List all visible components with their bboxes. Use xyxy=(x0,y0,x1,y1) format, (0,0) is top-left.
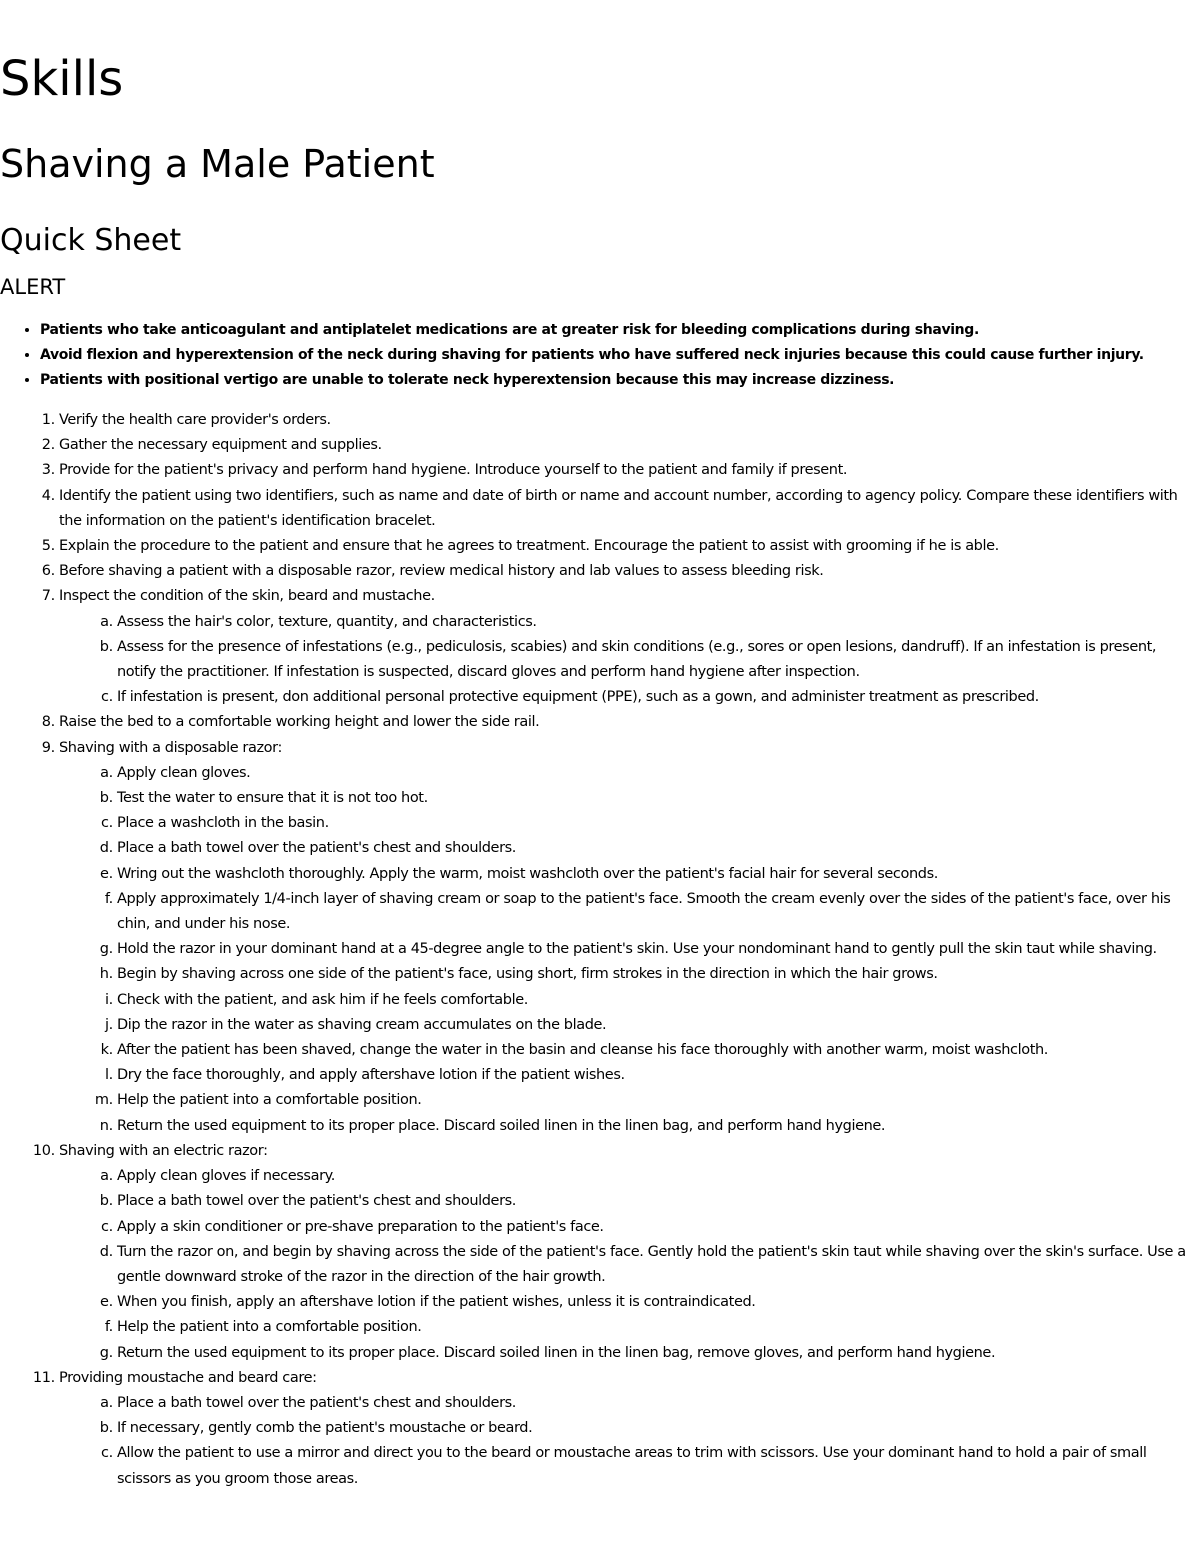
step-text: Explain the procedure to the patient and ensure that he agrees to treatment. Encourage the patient to assist with grooming if he is able. xyxy=(59,538,999,555)
sub-step: e. Wring out the washcloth thoroughly. Apply the warm, moist washcloth over the patient's facial hair for several seconds. xyxy=(117,862,1196,887)
sub-step: m. Help the patient into a comfortable position. xyxy=(117,1088,1196,1113)
procedure-step xyxy=(59,584,1196,710)
sub-step: d. Turn the razor on, and begin by shaving across the side of the patient's face. Gently hold the patient's skin taut while shaving over the skin's surface. Use a gentle downward stroke of the razor in the direction of the hair growth. xyxy=(117,1240,1196,1290)
sub-step: a. Apply clean gloves. xyxy=(117,761,1196,786)
alert-item: • Patients who take anticoagulant and antiplatelet medications are at greater risk for bleeding complications during shaving. xyxy=(40,318,1190,343)
sub-step: j. Dip the razor in the water as shaving cream accumulates on the blade. xyxy=(117,1013,1196,1038)
sub-step-list xyxy=(59,610,1196,711)
alert-item: • Avoid flexion and hyperextension of the neck during shaving for patients who have suffered neck injuries because this could cause further injury. xyxy=(40,343,1190,368)
sub-step: c. Allow the patient to use a mirror and direct you to the beard or moustache areas to trim with scissors. Use your dominant hand to hold a pair of small scissors as you groom those areas. xyxy=(117,1441,1196,1491)
step-text: Verify the health care provider's orders. xyxy=(59,412,331,428)
section-heading: Skills xyxy=(0,51,124,107)
step-text: Raise the bed to a comfortable working height and lower the side rail. xyxy=(59,714,540,731)
procedure-step xyxy=(59,408,1196,433)
procedure-step xyxy=(59,484,1196,534)
sub-step-list xyxy=(59,761,1196,1139)
procedure-step xyxy=(59,710,1196,735)
procedure-step xyxy=(59,736,1196,1139)
sub-step: g. Hold the razor in your dominant hand at a 45-degree angle to the patient's skin. Use your nondominant hand to gently pull the skin taut while shaving. xyxy=(117,937,1196,962)
sub-step: b. If necessary, gently comb the patient's moustache or beard. xyxy=(117,1416,1196,1441)
sub-step: a. Assess the hair's color, texture, quantity, and characteristics. xyxy=(117,610,1196,635)
procedure-step xyxy=(59,433,1196,458)
sub-step: e. When you finish, apply an aftershave lotion if the patient wishes, unless it is contraindicated. xyxy=(117,1290,1196,1315)
procedure-steps xyxy=(0,408,1196,1492)
alert-list xyxy=(0,318,1190,393)
procedure-step xyxy=(59,458,1196,483)
sub-step: l. Dry the face thoroughly, and apply aftershave lotion if the patient wishes. xyxy=(117,1063,1196,1088)
sub-step: g. Return the used equipment to its proper place. Discard soiled linen in the linen bag, remove gloves, and perform hand hygiene. xyxy=(117,1341,1196,1366)
alert-label: ALERT xyxy=(0,275,66,299)
sub-step: b. Assess for the presence of infestations (e.g., pediculosis, scabies) and skin conditions (e.g., sores or open lesions, dandruff). If an infestation is present, notify the practitioner. If infestation is suspected, discard gloves and perform hand hygiene after inspection. xyxy=(117,635,1196,685)
procedure-step xyxy=(59,1139,1196,1366)
step-text: Identify the patient using two identifiers, such as name and date of birth or name and account number, according to agency policy. Compare these identifiers with the information on the patient's identification bracelet. xyxy=(59,487,1178,529)
sub-step: b. Place a bath towel over the patient's chest and shoulders. xyxy=(117,1189,1196,1214)
sub-step: c. Apply a skin conditioner or pre-shave preparation to the patient's face. xyxy=(117,1215,1196,1240)
sub-step: a. Apply clean gloves if necessary. xyxy=(117,1164,1196,1189)
sub-step: d. Place a bath towel over the patient's chest and shoulders. xyxy=(117,836,1196,861)
procedure-step xyxy=(59,559,1196,584)
procedure-step xyxy=(59,1366,1196,1492)
quick-sheet-heading: Quick Sheet xyxy=(0,223,182,258)
sub-step: k. After the patient has been shaved, change the water in the basin and cleanse his face thoroughly with another warm, moist washcloth. xyxy=(117,1038,1196,1063)
sub-step: f. Apply approximately 1/4-inch layer of shaving cream or soap to the patient's face. Smooth the cream evenly over the sides of the patient's face, over his chin, and under his nose. xyxy=(117,887,1196,937)
sub-step: h. Begin by shaving across one side of the patient's face, using short, firm strokes in the direction in which the hair grows. xyxy=(117,962,1196,987)
alert-item: • Patients with positional vertigo are unable to tolerate neck hyperextension because this may increase dizziness. xyxy=(40,368,1190,393)
step-text: Provide for the patient's privacy and perform hand hygiene. Introduce yourself to the patient and family if present. xyxy=(59,462,848,479)
step-text: Inspect the condition of the skin, beard and mustache. xyxy=(59,588,435,605)
sub-step-list xyxy=(59,1164,1196,1366)
sub-step: c. Place a washcloth in the basin. xyxy=(117,811,1196,836)
step-text: Shaving with an electric razor: xyxy=(59,1142,268,1159)
step-text: Providing moustache and beard care: xyxy=(59,1369,317,1386)
step-text: Gather the necessary equipment and supplies. xyxy=(59,437,382,454)
step-text: Before shaving a patient with a disposable razor, review medical history and lab values to assess bleeding risk. xyxy=(59,563,824,580)
sub-step: f. Help the patient into a comfortable position. xyxy=(117,1315,1196,1340)
sub-step: c. If infestation is present, don additional personal protective equipment (PPE), such as a gown, and administer treatment as prescribed. xyxy=(117,685,1196,710)
step-text: Shaving with a disposable razor: xyxy=(59,739,282,756)
sub-step: i. Check with the patient, and ask him if he feels comfortable. xyxy=(117,988,1196,1013)
sub-step: a. Place a bath towel over the patient's chest and shoulders. xyxy=(117,1391,1196,1416)
procedure-step xyxy=(59,534,1196,559)
sub-step: b. Test the water to ensure that it is not too hot. xyxy=(117,786,1196,811)
sub-step-list xyxy=(59,1391,1196,1492)
page-title: Shaving a Male Patient xyxy=(0,142,435,186)
sub-step: n. Return the used equipment to its proper place. Discard soiled linen in the linen bag, and perform hand hygiene. xyxy=(117,1114,1196,1139)
